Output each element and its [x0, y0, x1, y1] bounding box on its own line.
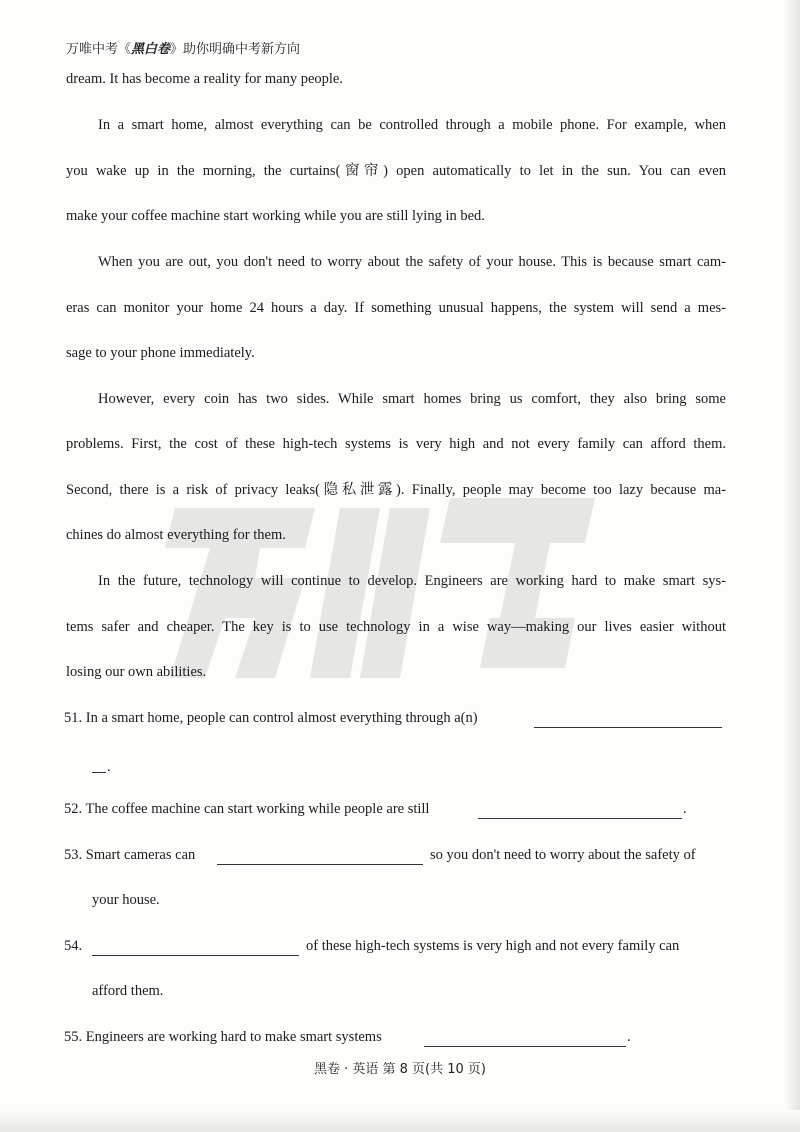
- question-55-period: .: [627, 1029, 631, 1045]
- passage-line: problems. First, the cost of these high-tech systems is very high and not every family can afford them.: [66, 436, 726, 452]
- question-54-rest: of these high-tech systems is very high and not every family can: [306, 938, 680, 954]
- passage-line: tems safer and cheaper. The key is to use technology in a wise way—making our lives easier without: [66, 619, 726, 635]
- passage-line: dream. It has become a reality for many people.: [66, 71, 343, 87]
- passage-line: losing our own abilities.: [66, 664, 207, 680]
- passage-line: However, every coin has two sides. While smart homes bring us comfort, they also bring some: [98, 391, 726, 407]
- question-52: 52. The coffee machine can start working while people are still: [64, 801, 430, 817]
- passage-line: sage to your phone immediately.: [66, 345, 255, 361]
- answer-blank-51[interactable]: [534, 727, 722, 728]
- passage-line: make your coffee machine start working while you are still lying in bed.: [66, 208, 485, 224]
- answer-blank-54[interactable]: [92, 955, 299, 956]
- answer-blank-52[interactable]: [478, 818, 682, 819]
- header-prefix: 万唯中考《: [66, 42, 132, 57]
- question-53-rest: so you don't need to worry about the safety of: [430, 847, 696, 863]
- question-52-period: .: [683, 801, 687, 817]
- question-51: 51. In a smart home, people can control almost everything through a(n): [64, 710, 478, 726]
- page-header: [66, 38, 300, 57]
- page-footer: 黑卷 · 英语 第 8 页(共 10 页): [313, 1062, 486, 1077]
- passage-line: eras can monitor your home 24 hours a day. If something unusual happens, the system will send a mes-: [66, 300, 726, 316]
- answer-blank-53[interactable]: [217, 864, 423, 865]
- passage-line: In a smart home, almost everything can be controlled through a mobile phone. For example, when: [98, 117, 726, 133]
- question-54-cont: afford them.: [92, 983, 164, 999]
- passage-line: When you are out, you don't need to worry about the safety of your house. This is because smart cam-: [98, 254, 726, 270]
- passage-line: Second, there is a risk of privacy leaks(隐私泄露). Finally, people may become too lazy because ma-: [66, 482, 726, 498]
- passage-line: you wake up in the morning, the curtains(窗帘) open automatically to let in the sun. You can even: [66, 163, 726, 179]
- question-53: 53. Smart cameras can: [64, 847, 196, 863]
- question-54: 54.: [64, 938, 83, 954]
- scan-edge-bottom: [0, 1110, 800, 1132]
- scan-edge-right: [784, 0, 800, 1132]
- header-brand: 黑白卷: [131, 42, 171, 57]
- passage-line: chines do almost everything for them.: [66, 527, 286, 543]
- answer-blank-55[interactable]: [424, 1046, 626, 1047]
- passage-line: In the future, technology will continue to develop. Engineers are working hard to make smart sys-: [98, 573, 726, 589]
- question-51-period: .: [107, 759, 111, 775]
- answer-blank-51-cont[interactable]: [92, 772, 106, 773]
- question-55: 55. Engineers are working hard to make smart systems: [64, 1029, 382, 1045]
- question-53-cont: your house.: [92, 892, 160, 908]
- header-suffix: 》助你明确中考新方向: [170, 42, 301, 57]
